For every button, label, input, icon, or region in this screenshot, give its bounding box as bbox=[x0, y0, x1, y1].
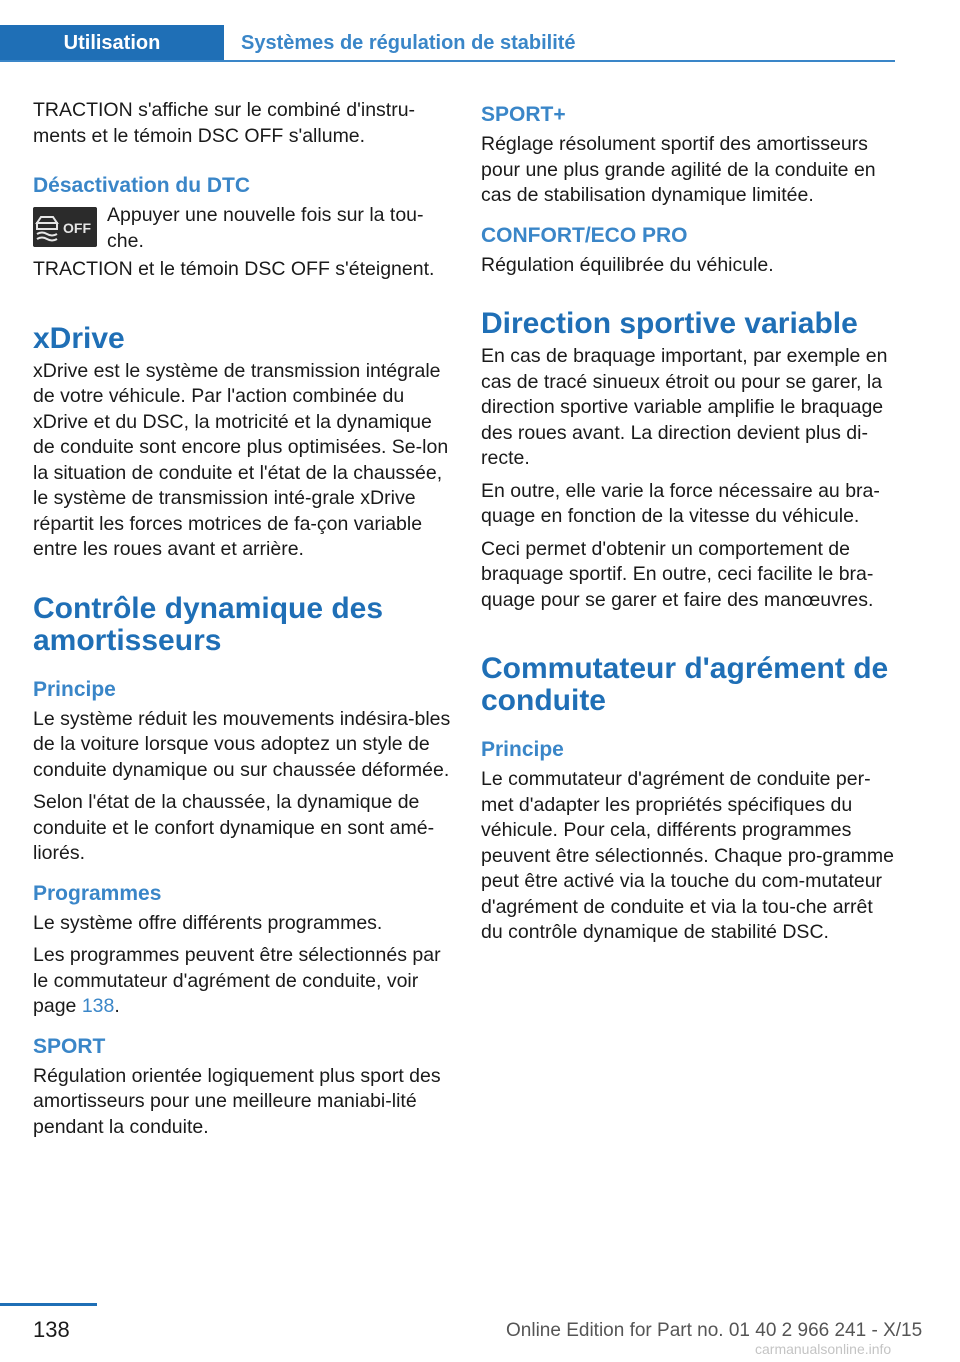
intro-paragraph: TRACTION s'affiche sur le combiné d'instru-ments et le témoin DSC OFF s'allume. bbox=[33, 99, 416, 147]
heading-confort-eco-pro: CONFORT/ECO PRO bbox=[481, 223, 688, 247]
right-column bbox=[481, 98, 899, 953]
heading-sport-plus: SPORT+ bbox=[481, 103, 566, 126]
steering-paragraph-3: Ceci permet d'obtenir un comportement de braquage sportif. En outre, ceci facilite le bra-quage pour se garer et faire des manœuvres. bbox=[481, 537, 874, 611]
steering-paragraph-1: En cas de braquage important, par exemple en cas de tracé sinueux étroit ou pour se garer, la direction sportive variable amplifie le braquage des roues avant. La direction devient plus di-recte. bbox=[481, 345, 888, 469]
switch-paragraph: Le commutateur d'agrément de conduite per-met d'adapter les propriétés spécifiques du véhicule. Pour cela, différents programmes peuvent être sélectionnés. Chaque pro-gramme peut être activé via la touche du com-mutateur d'agrément de conduite et via la tou-che arrêt du contrôle dynamique de stabilité DSC. bbox=[481, 768, 894, 943]
heading-principe-switch: Principe bbox=[481, 738, 564, 761]
edition-note: Online Edition for Part no. 01 40 2 966 241 - X/15 bbox=[506, 1320, 923, 1341]
dtc-result-paragraph: TRACTION et le témoin DSC OFF s'éteignent. bbox=[33, 258, 435, 280]
xdrive-paragraph: xDrive est le système de transmission intégrale de votre véhicule. Par l'action combinée du xDrive et du DSC, la motricité et la dynamique de conduite sont encore plus optimisées. Se-lon la situation de conduite et l'état de la chaussée, le système de transmission inté-grale xDrive répartit les forces motrices de fa-çon variable entre les roues avant et arrière. bbox=[33, 359, 449, 560]
programmes-paragraph-2: Les programmes peuvent être sélectionnés par le commutateur d'agrément de conduite, voir page 138. bbox=[33, 944, 441, 1017]
sport-plus-paragraph: Réglage résolument sportif des amortisseurs pour une plus grande agilité de la conduite en cas de stabilisation dynamique limitée. bbox=[481, 133, 876, 206]
heading-principe: Principe bbox=[33, 677, 116, 701]
heading-driving-switch: Commutateur d'agrément de conduite bbox=[481, 652, 889, 717]
heading-variable-steering: Direction sportive variable bbox=[481, 307, 858, 340]
footer-divider bbox=[0, 1303, 97, 1306]
steering-paragraph-2: En outre, elle varie la force nécessaire au bra-quage en fonction de la vitesse du véhicule. bbox=[481, 479, 880, 527]
section-title: Systèmes de régulation de stabilité bbox=[241, 31, 576, 54]
watermark: carmanualsonline.info bbox=[755, 1341, 892, 1357]
header-divider bbox=[0, 60, 895, 62]
dtc-instruction-text: Appuyer une nouvelle fois sur la tou-che. bbox=[107, 204, 424, 252]
confort-paragraph: Régulation équilibrée du véhicule. bbox=[481, 253, 774, 276]
sport-paragraph: Régulation orientée logiquement plus sport des amortisseurs pour une meilleure maniabi-lité pendant la conduite. bbox=[33, 1064, 441, 1138]
dtc-instruction bbox=[33, 203, 451, 254]
page-number: 138 bbox=[33, 1317, 70, 1342]
page-reference-link[interactable]: 138 bbox=[81, 995, 115, 1017]
principe-paragraph-2: Selon l'état de la chaussée, la dynamique de conduite et le confort dynamique en sont amé-liorés. bbox=[33, 791, 435, 864]
dsc-off-button-icon bbox=[33, 207, 97, 247]
heading-sport: SPORT bbox=[33, 1034, 106, 1058]
heading-dtc-deactivation: Désactivation du DTC bbox=[33, 174, 251, 197]
page-header bbox=[0, 0, 960, 62]
programmes-paragraph-1: Le système offre différents programmes. bbox=[33, 911, 383, 934]
principe-paragraph-1: Le système réduit les mouvements indésira-bles de la voiture lorsque vous adoptez un style de conduite dynamique ou sur chaussée déformée. bbox=[33, 707, 451, 781]
left-column bbox=[33, 98, 451, 1147]
heading-damper-control: Contrôle dynamique des amortisseurs bbox=[33, 591, 384, 657]
heading-xdrive: xDrive bbox=[33, 321, 125, 355]
svg-text:OFF: OFF bbox=[63, 220, 91, 236]
heading-programmes: Programmes bbox=[33, 881, 162, 905]
chapter-tab: Utilisation bbox=[0, 25, 224, 61]
